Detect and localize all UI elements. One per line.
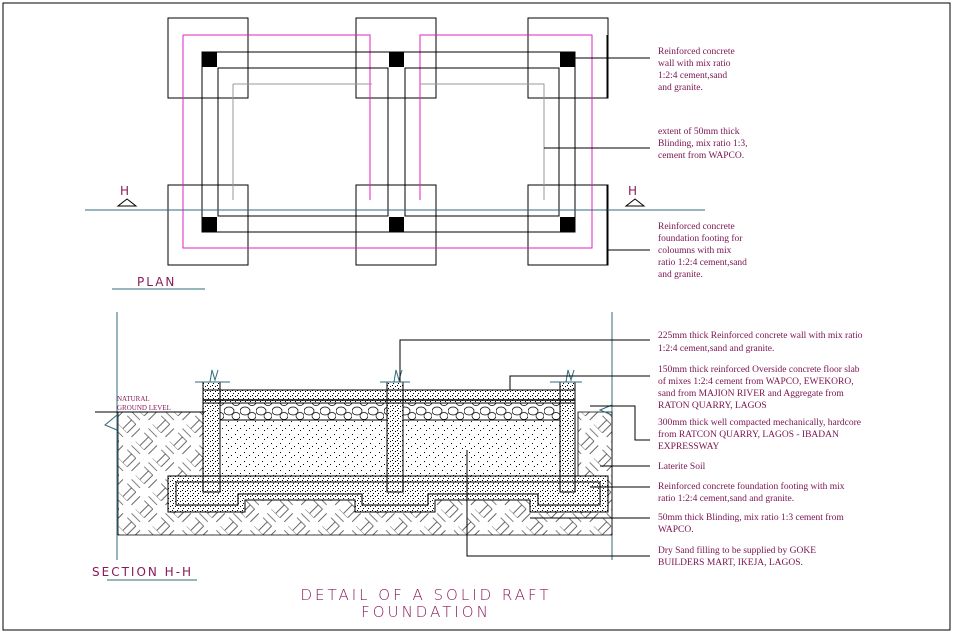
hardcore: [220, 403, 387, 420]
section-note-sand: Dry Sand filling to be supplied by GOKE BUILDERS MART, IKEJA, LAGOS.: [658, 546, 817, 568]
plan-note-footing: Reinforced concrete foundation footing for coloumns with mix ratio 1:2:4 cement,sand and granite.: [658, 222, 747, 280]
plan-note-blinding: extent of 50mm thick Blinding, mix ratio 1:3, cement from WAPCO.: [658, 127, 748, 161]
wall-middle: [387, 382, 403, 492]
plan-title: PLAN: [137, 275, 177, 289]
plan-view: [85, 18, 705, 289]
sheet-border: [3, 3, 950, 630]
plan-note-wall: Reinforced concrete wall with mix ratio 1:2:4 cement,sand and granite.: [658, 47, 735, 93]
wall-left: [203, 382, 220, 492]
sand-fill: [220, 420, 387, 476]
svg-text:H: H: [120, 184, 130, 198]
plan-notes: [658, 46, 747, 280]
section-view: [92, 312, 650, 580]
section-marker-left: [118, 184, 136, 206]
svg-text:DETAIL OF A SOLID RAFT: DETAIL OF A SOLID RAFT: [300, 586, 552, 604]
section-notes: [658, 330, 863, 568]
drawing-title: [300, 586, 551, 621]
section-note-footing: Reinforced concrete foundation footing with mix ratio 1:2:4 cement,sand and granite.: [658, 482, 845, 504]
wall-right: [560, 382, 575, 492]
walls: [202, 52, 575, 232]
section-note-blinding: 50mm thick Blinding, mix ratio 1:3 cement from WAPCO.: [658, 513, 844, 535]
ground-level-label: NATURAL GROUND LEVEL: [117, 395, 171, 412]
section-note-wall: 225mm thick Reinforced concrete wall with mix ratio 1:2:4 cement,sand and granite.: [658, 331, 863, 354]
svg-text:H: H: [628, 184, 638, 198]
section-note-soil: Laterite Soil: [658, 462, 706, 472]
section-marker-right: [626, 184, 644, 206]
section-note-slab: 150mm thick reinforced Overside concrete floor slab of mixes 1:2:4 cement from WAPCO, EWEKORO, sand from MAJION RIVER and Aggregate from RATON QUARRY, LAGOS: [658, 365, 860, 411]
section-title: SECTION H-H: [92, 565, 194, 579]
section-note-hardcore: 300mm thick well compacted mechanically, hardcore from RATCON QUARRY, LAGOS - IBADAN EXPRESSWAY: [658, 418, 862, 452]
svg-text:FOUNDATION: FOUNDATION: [361, 603, 491, 621]
